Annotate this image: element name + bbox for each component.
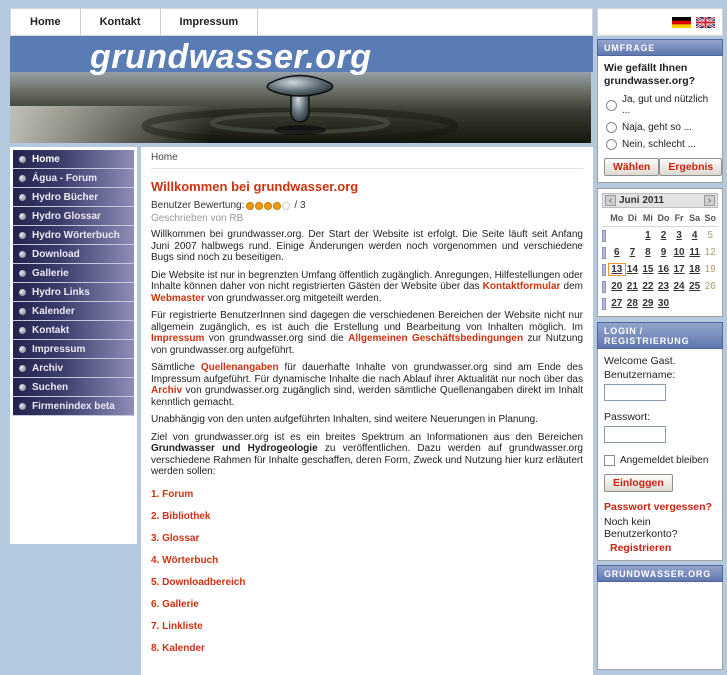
sidebar-item-label: Archiv (32, 363, 64, 374)
inline-link[interactable]: Kontaktformular (482, 281, 561, 292)
main-content (141, 147, 593, 675)
paragraph (151, 310, 583, 356)
weekday-label: Mo (610, 213, 624, 223)
welcome-text: Welcome Gast. (604, 355, 676, 367)
calendar-day[interactable]: 8 (645, 247, 651, 258)
text-segment: Ziel von grundwasser.org ist es ein breites Spektrum an Informationen aus den Bereichen (151, 431, 583, 443)
german-flag-icon[interactable] (672, 17, 691, 28)
calendar-week-row (602, 261, 718, 278)
poll-option[interactable] (604, 94, 716, 116)
rating-dot (255, 202, 263, 210)
top-nav (10, 8, 593, 36)
text-segment: Für registrierte BenutzerInnen sind dagegen die verschiedenen Bereichen der Website nicht nur allgemein zugänglich, es ist auch die Erstellung und Bearbeitung von Inhalten möglich. Im (151, 310, 583, 333)
calendar-day[interactable]: 18 (689, 264, 701, 275)
calendar-day[interactable]: 12 (704, 247, 716, 258)
calendar-day[interactable]: 25 (689, 281, 701, 292)
poll-option-label: Naja, geht so ... (622, 122, 693, 133)
bullet-icon (19, 308, 26, 315)
remember-me[interactable] (604, 455, 716, 466)
bullet-icon (19, 213, 26, 220)
calendar-day[interactable]: 11 (689, 247, 700, 258)
sidebar-item[interactable] (13, 150, 134, 169)
calendar-day[interactable]: 7 (629, 247, 636, 258)
calendar-day[interactable]: 29 (642, 298, 654, 309)
calendar (597, 188, 723, 317)
no-account-text: Noch kein Benutzerkonto? (604, 516, 678, 540)
paragraph (151, 432, 583, 478)
bullet-icon (19, 403, 26, 410)
bullet-icon (19, 327, 26, 334)
article-byline: Geschrieben von RB (151, 213, 244, 224)
text-segment: von grundwasser.org zugänglich sind, werden sämtliche Quellenangaben direkt im Inhalt kenntlich gemacht. (151, 385, 583, 408)
paragraph (151, 362, 583, 408)
sidebar-item[interactable] (13, 359, 134, 378)
text-segment: dem (560, 281, 584, 292)
week-number-link[interactable] (602, 281, 606, 293)
content-list-item[interactable]: 7. Linkliste (151, 620, 203, 632)
sidebar-item-label: Água - Forum (32, 173, 97, 184)
remember-label: Angemeldet bleiben (620, 455, 709, 466)
password-input[interactable] (604, 426, 666, 443)
weekday-label: Di (627, 213, 637, 223)
main-column (10, 8, 593, 675)
calendar-day[interactable]: 4 (691, 230, 698, 241)
calendar-day[interactable]: 6 (614, 247, 620, 258)
bullet-icon (19, 346, 26, 353)
inline-link[interactable]: Impressum (151, 333, 205, 344)
paragraph (151, 229, 583, 264)
language-bar (597, 8, 723, 36)
calendar-month-label: Juni 2011 (619, 195, 665, 206)
inline-link[interactable]: Archiv (151, 385, 183, 396)
sidebar-item-label: Hydro Wörterbuch (32, 230, 120, 241)
sidebar-item-label: Home (32, 154, 60, 165)
calendar-day[interactable]: 26 (704, 281, 716, 292)
sidebar-item[interactable] (13, 264, 134, 283)
login-header: LOGIN / REGISTRIERUNG (597, 322, 723, 349)
paragraph (151, 414, 583, 426)
username-label: Benutzername: (604, 369, 676, 381)
calendar-day[interactable]: 21 (626, 281, 638, 292)
rating-dot (282, 202, 290, 210)
sidebar-item-label: Firmenindex beta (32, 401, 115, 412)
content-list (151, 489, 583, 654)
calendar-day[interactable]: 5 (707, 230, 713, 241)
weekday-label: Do (657, 213, 670, 223)
sidebar-item[interactable] (13, 226, 134, 245)
right-column (597, 8, 723, 670)
site-banner (10, 36, 593, 143)
calendar-week-row (602, 295, 718, 312)
rating-dots (246, 202, 291, 210)
user-rating (151, 200, 583, 211)
inline-link[interactable]: Quellenangaben (200, 362, 279, 373)
bullet-icon (19, 194, 26, 201)
calendar-day[interactable]: 20 (611, 281, 623, 292)
calendar-weekday-row (602, 208, 718, 227)
calendar-day[interactable]: 14 (626, 264, 638, 275)
content-list-item[interactable]: 8. Kalender (151, 642, 205, 654)
text-segment: Grundwasser und Hydrogeologie (151, 443, 318, 454)
calendar-next-button[interactable]: › (704, 195, 715, 206)
sidebar-item-label: Kontakt (32, 325, 70, 336)
rating-dot (273, 202, 281, 210)
text-segment: von grundwasser.org sind die (204, 333, 349, 344)
calendar-day[interactable]: 10 (673, 247, 685, 258)
sidebar-item-label: Impressum (32, 344, 86, 355)
weekday-spacer (602, 213, 609, 223)
calendar-day[interactable]: 22 (642, 281, 654, 292)
week-number-link[interactable] (602, 230, 606, 242)
text-segment: zur Nutzung von grundwasser.org aufgeführt. (151, 333, 584, 356)
calendar-day[interactable]: 28 (626, 298, 638, 309)
sidebar-item-label: Kalender (32, 306, 75, 317)
text-segment: Die Website ist nur in begrenzten Umfang öffentlich zugänglich. Anregungen, Hilfestellungen oder Inhalte können daher von nicht registrierten Gästen der Website über das (151, 269, 583, 292)
calendar-header (602, 193, 718, 208)
calendar-day[interactable]: 9 (660, 247, 667, 258)
calendar-day[interactable]: 30 (657, 298, 670, 309)
sidebar-item[interactable] (13, 340, 134, 359)
forgot-password-link[interactable]: Passwort vergessen? (604, 501, 712, 513)
content-list-item[interactable]: 1. Forum (151, 488, 194, 500)
poll-option-label: Ja, gut und nützlich ... (622, 94, 709, 116)
calendar-day[interactable]: 16 (657, 264, 670, 275)
content-list-item[interactable]: 2. Bibliothek (151, 510, 211, 522)
rating-dot (264, 202, 272, 210)
username-input[interactable] (604, 384, 666, 401)
login-button[interactable]: Einloggen (604, 474, 673, 492)
poll-buttons (604, 158, 716, 176)
bullet-icon (19, 156, 26, 163)
text-segment: für dauerhafte Inhalte von grundwasser.org sind am Ende des Impressum aufgeführt. Für dynamische Inhalte die nach Ablauf ihrer Aktualität nur noch über das (151, 362, 583, 385)
text-segment: von grundwasser.org mitgeteilt werden. (204, 292, 382, 304)
poll-panel (597, 56, 723, 183)
nav-item[interactable]: Home (11, 9, 81, 35)
sidebar-item[interactable] (13, 302, 134, 321)
sidebar-item-label: Suchen (32, 382, 69, 393)
week-number-link[interactable] (602, 298, 606, 310)
sidebar (10, 147, 137, 544)
weekday-label: Sa (689, 213, 701, 223)
sidebar-item[interactable] (13, 169, 134, 188)
poll-option[interactable] (604, 122, 716, 133)
calendar-week-row (602, 227, 718, 244)
bullet-icon (19, 365, 26, 372)
week-number-link[interactable] (602, 264, 606, 276)
uk-flag-icon[interactable] (696, 17, 715, 28)
breadcrumb: Home (151, 147, 583, 169)
sidebar-item-label: Gallerie (32, 268, 69, 279)
content-columns (10, 147, 593, 675)
footer-panel-header: GRUNDWASSER.ORG (597, 565, 723, 582)
content-list-item[interactable]: 3. Glossar (151, 532, 200, 544)
content-list-item[interactable]: 5. Downloadbereich (151, 576, 246, 588)
bullet-icon (19, 232, 26, 239)
sidebar-item[interactable] (13, 245, 134, 264)
inline-link[interactable]: Allgemeinen Geschäftsbedingungen (348, 333, 524, 344)
remember-checkbox[interactable] (604, 455, 615, 466)
paragraph (151, 270, 583, 305)
radio-icon[interactable] (606, 100, 617, 111)
bullet-icon (19, 384, 26, 391)
weekday-label: Fr (674, 213, 684, 223)
result-button[interactable]: Ergebnis (659, 158, 722, 176)
radio-icon[interactable] (606, 122, 617, 133)
content-list-item[interactable]: 6. Gallerie (151, 598, 199, 610)
calendar-day[interactable]: 24 (673, 281, 685, 292)
calendar-day[interactable]: 13 (609, 264, 625, 275)
banner-photo (10, 72, 593, 143)
inline-link[interactable]: Webmaster (151, 292, 205, 304)
article-paragraphs (151, 229, 583, 478)
sidebar-item[interactable] (13, 378, 134, 397)
page-title: Willkommen bei grundwasser.org (151, 179, 359, 194)
sidebar-item-label: Hydro Bücher (32, 192, 99, 203)
text-segment: Unabhängig von den unten aufgeführten Inhalten, sind weitere Neuerungen in Planung. (151, 414, 538, 425)
content-list-item[interactable]: 4. Wörterbuch (151, 554, 219, 566)
calendar-day[interactable]: 27 (611, 298, 623, 309)
bullet-icon (19, 270, 26, 277)
bullet-icon (19, 175, 26, 182)
calendar-day[interactable]: 19 (704, 264, 716, 275)
poll-header: UMFRAGE (597, 39, 723, 56)
radio-icon[interactable] (606, 139, 617, 150)
site-logo: grundwasser.org (90, 38, 372, 76)
nav-item[interactable]: Impressum (161, 9, 259, 35)
sidebar-item-label: Hydro Glossar (32, 211, 101, 222)
rating-dot (246, 202, 254, 210)
sidebar-menu (13, 150, 134, 416)
text-segment: zu veröffentlichen. Dazu werden auf grundwasser.org verschiedene Rahmen für Inhalte geschaffen, deren Form, Zweck und Nutzung hier kurz erläutert werden sollen: (151, 443, 583, 477)
calendar-day[interactable]: 15 (642, 264, 654, 275)
weekday-label: Mi (642, 213, 653, 223)
footer-panel (597, 582, 723, 670)
nav-item[interactable]: Kontakt (81, 9, 161, 35)
sidebar-item-label: Hydro Links (32, 287, 90, 298)
calendar-grid (602, 227, 718, 312)
sidebar-item[interactable] (13, 321, 134, 340)
sidebar-item-label: Download (32, 249, 80, 260)
calendar-day[interactable]: 17 (673, 264, 685, 275)
week-number-link[interactable] (602, 247, 606, 259)
register-link[interactable]: Registrieren (610, 542, 672, 554)
calendar-day[interactable]: 23 (657, 281, 670, 292)
calendar-week-row (602, 244, 718, 261)
poll-options (604, 94, 716, 150)
weekday-label: So (704, 213, 716, 223)
water-droplet-graphic (10, 72, 591, 143)
banner-logo-band (10, 36, 593, 76)
calendar-prev-button[interactable]: ‹ (605, 195, 616, 206)
password-label: Passwort: (604, 411, 651, 423)
calendar-week-row (602, 278, 718, 295)
rating-suffix: / 3 (294, 200, 306, 211)
calendar-day[interactable]: 1 (645, 230, 651, 241)
poll-question: Wie gefällt Ihnen grundwasser.org? (604, 62, 696, 87)
rating-label: Benutzer Bewertung: (151, 200, 245, 211)
calendar-day[interactable]: 2 (660, 230, 667, 241)
poll-option[interactable] (604, 139, 716, 150)
sidebar-item[interactable] (13, 283, 134, 302)
login-panel (597, 349, 723, 561)
bullet-icon (19, 289, 26, 296)
sidebar-item[interactable] (13, 207, 134, 226)
calendar-day[interactable]: 3 (676, 230, 682, 241)
sidebar-item[interactable] (13, 397, 134, 416)
text-segment: Willkommen bei grundwasser.org. Der Start der Website ist erfolgt. Die Seite läuft seit Anfang Juni 2007 halbwegs rund. Einige Änderungen werden noch vorgenommen und verschiedene Bugs sind noch zu beseitigen. (151, 229, 583, 263)
sidebar-item[interactable] (13, 188, 134, 207)
text-segment: Sämtliche (151, 362, 201, 373)
poll-option-label: Nein, schlecht ... (622, 139, 696, 150)
bullet-icon (19, 251, 26, 258)
vote-button[interactable]: Wählen (604, 158, 659, 176)
